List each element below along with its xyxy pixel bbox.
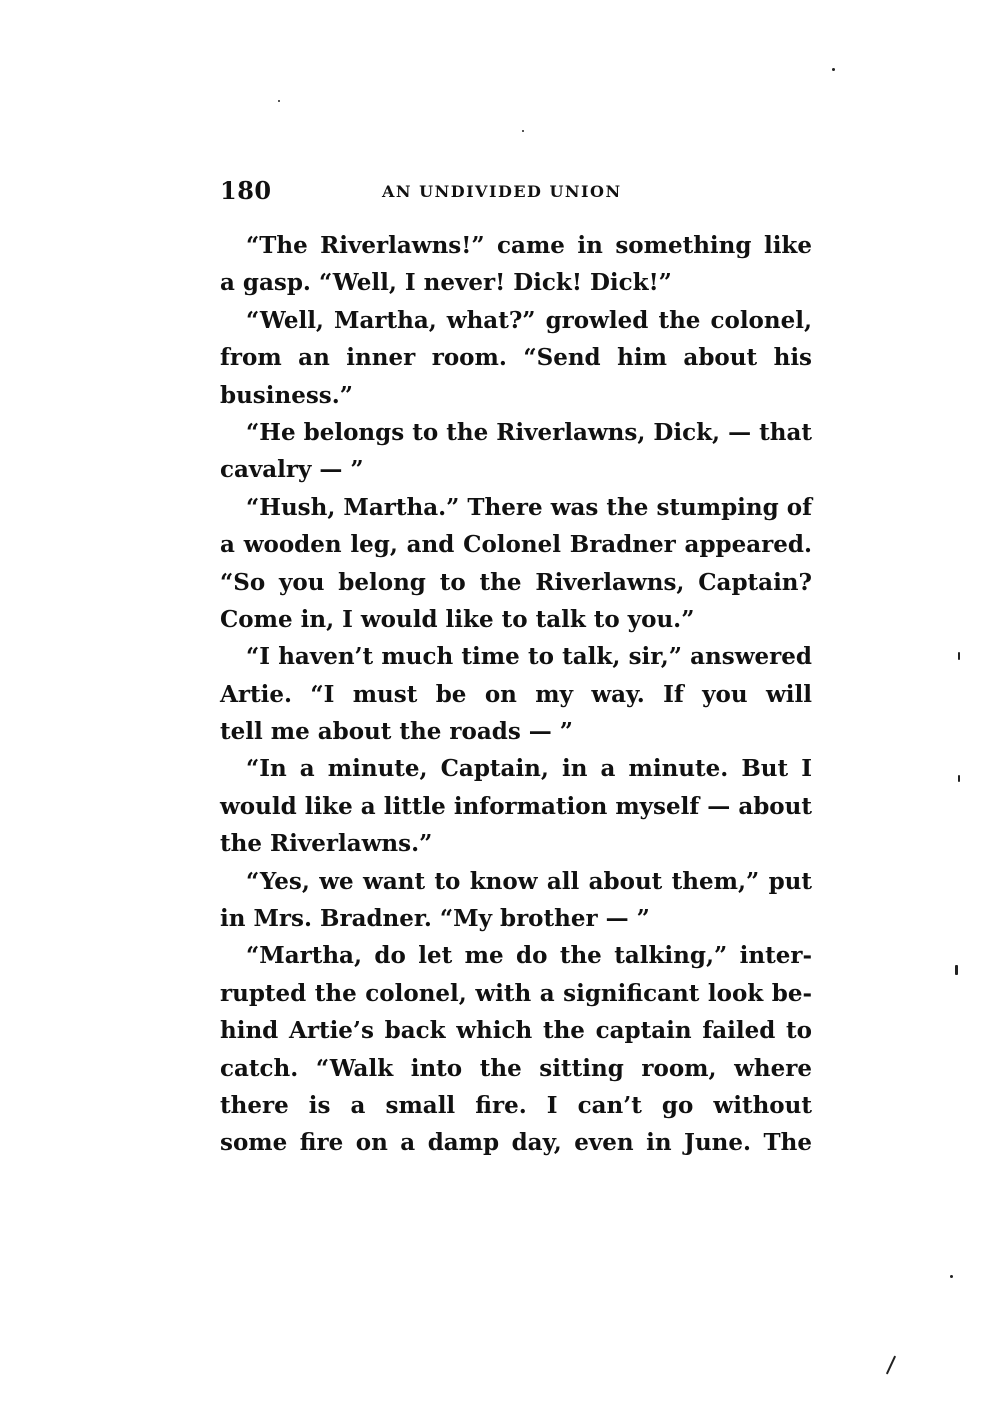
- text-line: “Martha, do let me do the talking,” inter-: [246, 942, 812, 970]
- text-line: some fire on a damp day, even in June. The: [220, 1129, 812, 1157]
- text-line: business.”: [220, 381, 353, 409]
- text-line: rupted the colonel, with a significant look be-: [220, 979, 812, 1007]
- page-header: [220, 176, 812, 206]
- scan-speck: [278, 100, 280, 102]
- scan-speck: [958, 775, 960, 782]
- scan-speck: [832, 68, 835, 71]
- scan-speck: [958, 652, 960, 660]
- body-text: [220, 227, 812, 1162]
- text-line: “In a minute, Captain, in a minute. But I: [246, 755, 812, 783]
- text-line: “He belongs to the Riverlawns, Dick, — that: [246, 418, 812, 446]
- text-line: “So you belong to the Riverlawns, Captain?: [220, 568, 812, 596]
- running-title: AN UNDIVIDED UNION: [382, 182, 622, 201]
- scan-speck: [522, 130, 524, 132]
- page-number: 180: [220, 176, 272, 205]
- text-line: hind Artie’s back which the captain failed to: [220, 1017, 812, 1045]
- text-line: there is a small fire. I can’t go without: [220, 1091, 812, 1119]
- text-line: “Yes, we want to know all about them,” put: [246, 867, 812, 895]
- text-line: in Mrs. Bradner. “My brother — ”: [220, 905, 650, 933]
- text-line: “I haven’t much time to talk, sir,” answered: [246, 643, 812, 671]
- text-line: “Hush, Martha.” There was the stumping of: [246, 493, 812, 521]
- scan-speck: [886, 1356, 896, 1375]
- text-line: the Riverlawns.”: [220, 830, 433, 858]
- text-line: catch. “Walk into the sitting room, where: [220, 1054, 812, 1082]
- text-line: cavalry — ”: [220, 456, 364, 484]
- scan-speck: [955, 965, 958, 975]
- text-line: from an inner room. “Send him about his: [220, 344, 812, 372]
- text-line: “Well, Martha, what?” growled the colonel,: [246, 306, 812, 334]
- scan-speck: [950, 1275, 953, 1278]
- text-line: a wooden leg, and Colonel Bradner appeared.: [220, 531, 812, 559]
- text-line: Artie. “I must be on my way. If you will: [220, 680, 812, 708]
- text-line: Come in, I would like to talk to you.”: [220, 605, 695, 633]
- text-line: tell me about the roads — ”: [220, 718, 574, 746]
- text-line: a gasp. “Well, I never! Dick! Dick!”: [220, 269, 672, 297]
- text-line: “The Riverlawns!” came in something like: [246, 232, 812, 259]
- text-line: would like a little information myself — about: [220, 792, 812, 820]
